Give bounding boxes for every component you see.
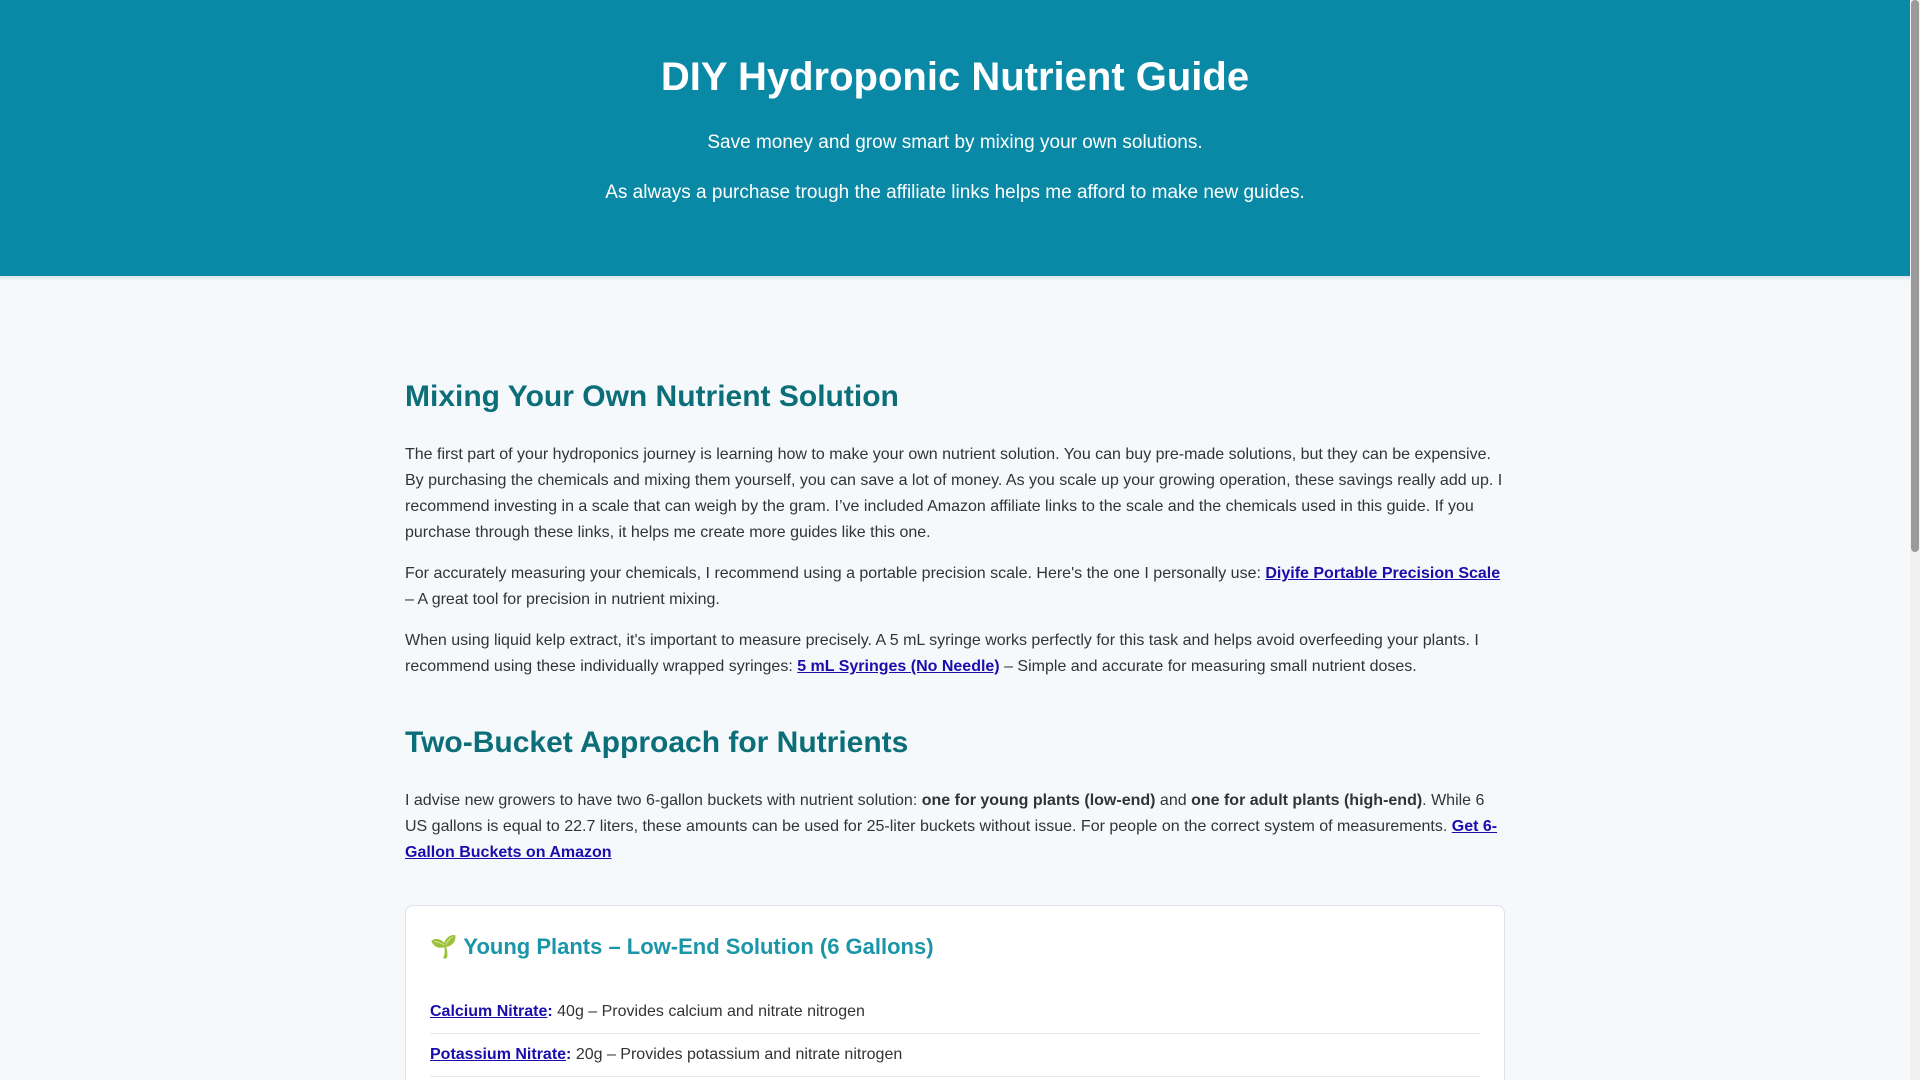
scrollbar-thumb[interactable] xyxy=(1911,0,1919,552)
paragraph-intro: The first part of your hydroponics journey is learning how to make your own nutrient solution. You can buy pre-made solutions, but they can be expensive. By purchasing the chemicals and mixing them yourself, you can save a lot of money. As you scale up your growing operation, these savings really add up. I recommend investing in a scale that can weigh by the gram. I’ve included Amazon affiliate links to the scale and the chemicals used in this guide. If you purchase through these links, it helps me create more guides like this one. xyxy=(405,446,1503,541)
page-title: DIY Hydroponic Nutrient Guide xyxy=(660,55,1250,99)
calcium-nitrate-link[interactable]: Calcium Nitrate xyxy=(430,1003,548,1020)
list-item: Calcium Nitrate: 40g – Provides calcium and nitrate nitrogen xyxy=(430,991,1480,1034)
section-heading-mixing: Mixing Your Own Nutrient Solution xyxy=(405,380,899,413)
syringe-link[interactable]: 5 mL Syringes (No Needle) xyxy=(797,658,1000,675)
nutrient-list xyxy=(430,991,1480,1077)
header-divider xyxy=(0,276,1910,281)
young-plants-card xyxy=(405,905,1505,1080)
paragraph-two-bucket: I advise new growers to have two 6-gallon buckets with nutrient solution: one for young plants (low-end) and one for adult plants (high-end). While 6 US gallons is equal to 22.7 liters, these amounts can be used for 25-liter buckets without issue. For people on the correct system of measurements. Get 6-Gallon Buckets on Amazon xyxy=(405,792,1498,861)
scale-link[interactable]: Diyife Portable Precision Scale xyxy=(1265,565,1501,582)
main-content xyxy=(405,380,1505,866)
affiliate-note: As always a purchase trough the affiliate links helps me afford to make new guides. xyxy=(605,182,1305,203)
paragraph-syringe: When using liquid kelp extract, it's important to measure precisely. A 5 mL syringe works perfectly for this task and helps avoid overfeeding your plants. I recommend using these individually wrapped syringes: 5 mL Syringes (No Needle) – Simple and accurate for measuring small nutrient doses. xyxy=(405,632,1479,675)
list-item: Potassium Nitrate: 20g – Provides potassium and nitrate nitrogen xyxy=(430,1034,1480,1077)
paragraph-scale: For accurately measuring your chemicals, I recommend using a portable precision scale. Here's the one I personally use: Diyife Portable Precision Scale – A great tool for precision in nutrient mixing. xyxy=(405,565,1501,608)
seedling-icon: 🌱 xyxy=(430,934,458,959)
buckets-link[interactable]: Get 6-Gallon Buckets on Amazon xyxy=(405,818,1498,861)
section-heading-two-bucket: Two-Bucket Approach for Nutrients xyxy=(405,726,909,759)
potassium-nitrate-link[interactable]: Potassium Nitrate xyxy=(430,1046,567,1063)
hero-header xyxy=(0,0,1910,276)
card-title: 🌱 Young Plants – Low-End Solution (6 Gallons) xyxy=(430,934,934,959)
page-scrollbar[interactable] xyxy=(1910,0,1920,1080)
page-subtitle: Save money and grow smart by mixing your own solutions. xyxy=(707,132,1203,153)
